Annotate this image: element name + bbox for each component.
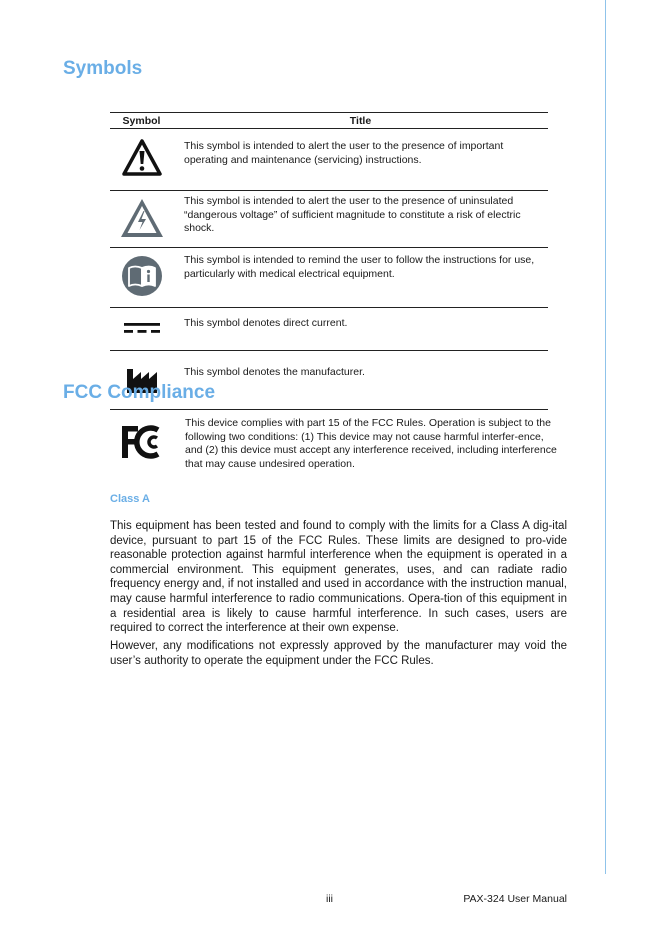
page-number: iii xyxy=(326,893,333,905)
manual-title: PAX-324 User Manual xyxy=(463,893,567,905)
table-row xyxy=(110,129,548,191)
symbol-description: This symbol denotes direct current. xyxy=(173,308,548,351)
table-row xyxy=(110,191,548,248)
direct-current-icon xyxy=(122,321,162,335)
symbols-table xyxy=(110,112,548,410)
symbol-description: This symbol is intended to alert the user to the presence of uninsulated “dangerous voltage” of sufficient magnitude to constitute a risk of electric shock. xyxy=(173,191,548,248)
fcc-statement: This device complies with part 15 of the FCC Rules. Operation is subject to the following two conditions: (1) This device may not cause harmful interfer-ence, and (2) this device must accept any interference received, including interference that may cause undesired operation. xyxy=(185,417,557,470)
class-a-paragraph-1: This equipment has been tested and found to comply with the limits for a Class A dig-ital device, pursuant to part 15 of the FCC Rules. These limits are designed to pro-vide reasonable protection against harmful interference when the equipment is operated in a commercial environment. This equipment generates, uses, and can radiate radio frequency energy and, if not installed and used in accordance with the instruction manual, may cause harmful interference to radio communications. Opera-tion of this equipment in a residential area is likely to cause harmful interference. In such cases, users are required to correct the interference at their own expense. xyxy=(110,520,567,635)
symbol-description: This symbol is intended to remind the user to follow the instructions for use, particularly with medical electrical equipment. xyxy=(173,248,548,308)
symbols-heading: Symbols xyxy=(63,58,143,79)
instruction-manual-icon xyxy=(121,255,163,297)
high-voltage-icon xyxy=(119,197,165,239)
symbol-description: This symbol denotes the manufacturer. xyxy=(173,351,548,410)
table-row xyxy=(110,308,548,351)
table-row xyxy=(110,248,548,308)
fcc-heading: FCC Compliance xyxy=(63,382,216,403)
symbol-column-header: Symbol xyxy=(110,113,173,129)
table-header-row xyxy=(110,113,548,129)
warning-triangle-icon xyxy=(121,138,163,178)
class-a-paragraph-2: However, any modifications not expressly approved by the manufacturer may void the user’s authority to operate the equipment under the FCC Rules. xyxy=(110,640,567,667)
margin-rule xyxy=(605,0,606,874)
fcc-logo-icon xyxy=(119,423,169,461)
class-a-heading: Class A xyxy=(110,493,150,505)
symbol-description: This symbol is intended to alert the user to the presence of important operating and maintenance (servicing) instructions. xyxy=(173,129,548,191)
title-column-header: Title xyxy=(173,113,548,129)
